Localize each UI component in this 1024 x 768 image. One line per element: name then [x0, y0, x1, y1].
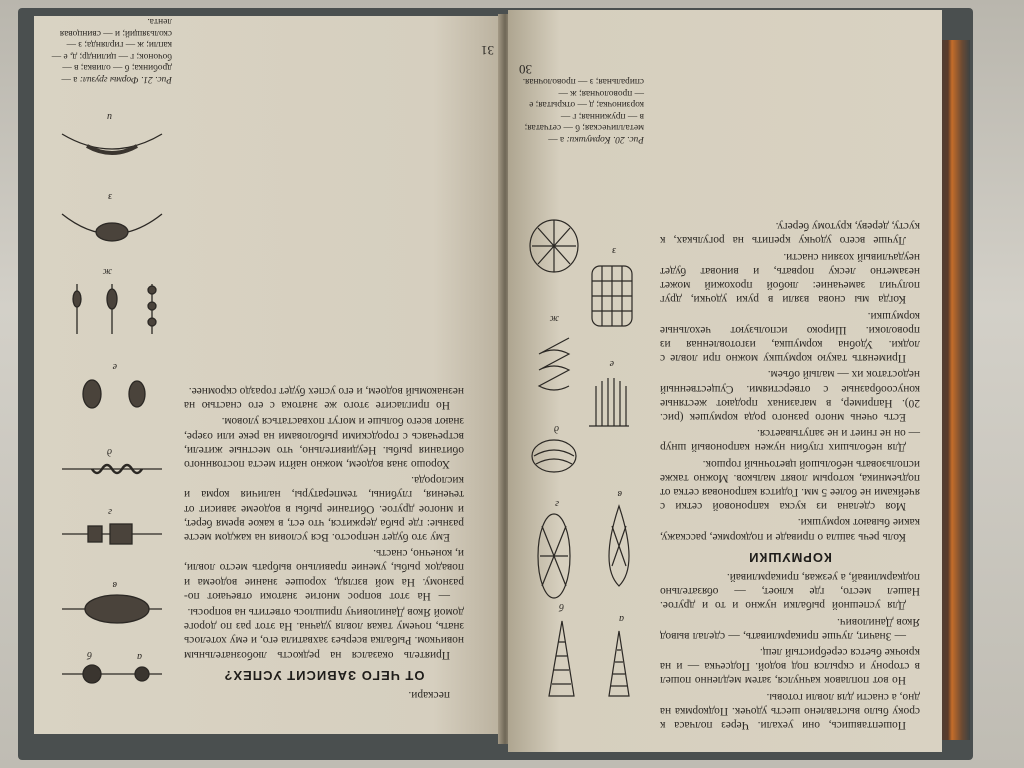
svg-text:з: з	[612, 245, 616, 256]
svg-text:и: и	[107, 111, 112, 122]
svg-text:д: д	[553, 423, 559, 434]
svg-text:б: б	[86, 649, 92, 660]
paragraph: Хорошо зная водоем, можно найти места постоянного обитания рыбы. Неудивительно, что местные жители, встречаясь с городскими рыболовами на реке или озере, знают всего больше и могут похвастаться уловом.	[184, 415, 464, 470]
section-heading: ОТ ЧЕГО ЗАВИСИТ УСПЕХ?	[223, 667, 425, 683]
paragraph: Приятель оказался на редкость любознательным новичком. Рыбалка всерьез захватила его, и ему хотелось знать, почему такая ловля удачна. На этот раз по дороге домой Яков Даниловичу пришлось ответить на вопросы.	[184, 605, 464, 661]
svg-text:е: е	[609, 358, 614, 369]
svg-text:а: а	[137, 651, 142, 662]
paragraph: Ему это будет непросто. Вся условия на каждом месте разные: где рыба держится, что ест, в какое время берет, и многое другое. Обитание рыбы в водоеме зависит от течения, глубины, температуры, наличия корма и кислорода.	[184, 474, 464, 543]
paragraph: Лучше всего удочку крепить на рогульках, к кусту, дереву, крутому берегу.	[660, 220, 920, 247]
paragraph: Пошептавшись, они уехали. Через полчаса к сроку было выставлено шесть удочек. Подкормка на дно, а снасти для ловли готовы.	[660, 690, 920, 731]
page-number: 30	[519, 62, 532, 77]
figure-caption	[47, 16, 172, 84]
svg-text:ж: ж	[102, 266, 112, 277]
svg-text:ж: ж	[549, 313, 559, 324]
paragraph: Есть очень много разного рода кормушек (рис. 20). Например, в магазинах продают жестяные конусообразные с отверстиями. Существенный недостаток их — малый объем.	[660, 368, 920, 423]
svg-text:е: е	[112, 361, 117, 372]
section-heading: КОРМУШКИ	[748, 549, 832, 565]
feeders-figure	[524, 156, 644, 716]
svg-text:г: г	[108, 506, 112, 517]
paragraph: — Значит, лучше прикармливать, — сделал вывод Яков Данилович.	[660, 615, 920, 642]
feeder-drawings	[524, 156, 644, 716]
paragraph: Когда мы снова взяли в руки удочки, друг получил замечание: любой прохожий может незаметно леску порвать, и виноват будет неудачливый хозяин снасти.	[660, 250, 920, 306]
svg-text:а: а	[619, 613, 624, 624]
right-page	[508, 10, 942, 752]
svg-text:г: г	[555, 498, 559, 509]
right-text-column	[660, 217, 920, 732]
left-page-content	[34, 16, 504, 734]
svg-text:в: в	[617, 488, 622, 499]
paragraph: Но пригласите этого же знатока с его снастью на незнакомый водоем, и его успех будет гораздо скромнее.	[184, 384, 464, 412]
svg-text:д: д	[106, 446, 112, 457]
figure-caption	[519, 75, 644, 144]
figure-caption-body: а — дробинка; б — оливка; в — бочонок; г — цилиндр; д, е — капли; ж — гирлянда; з — скользящий; и — свинцовая лента.	[51, 16, 172, 84]
left-text-column	[184, 382, 464, 702]
paragraph: Моя сделана из куска капроновой сетки с ячейками не более 5 мм. Годится капроновая сетка от подъемника, которым ловят мальков. Можно также использовать небольшой цветочный горшок.	[660, 457, 920, 513]
weights-figure	[52, 94, 172, 694]
paragraph: Но вот поплавок качнулся, затем медленно пошел в сторону и скрылся под водой. Подсечка — и на крючке бьется серебристый лещ.	[660, 645, 920, 687]
paragraph: пескари.	[408, 689, 450, 701]
paragraph: Для небольших глубин нужен капроновый шнур — он не гниет и не запутывается.	[660, 427, 920, 454]
figure-caption-body: а — металлическая; б — сетчатая; в — пружинная; г — корзиночка; д — открытая; е — проволочная; ж — спиральная; з — проволочная.	[522, 76, 644, 144]
paragraph: Применять такую кормушку можно при ловле с лодки. Удобна кормушка, изготовленная из проволоки. Широко используют чехольные кормушки.	[660, 309, 920, 365]
sinker-drawings	[52, 94, 172, 694]
right-page-content	[508, 10, 942, 752]
svg-text:з: з	[108, 191, 112, 202]
left-page	[34, 16, 504, 734]
paragraph: Для успешной рыбалки нужно и то и другое. Нашел место, где клюет, — обязательно подкармливай, а уезжая, прикармливай.	[660, 570, 920, 612]
paragraph: Коль речь зашла о приваде и подкормке, расскажу, какие бывают кормушки.	[660, 516, 920, 543]
paragraph: — На этот вопрос многие знатоки отвечают по-разному. На мой взгляд, хорошее знание водоема и повадок рыбы, умение правильно выбрать место ловли, и, конечно, снасть.	[184, 547, 464, 602]
svg-text:б: б	[558, 601, 564, 612]
figure-caption-title: Рис. 21. Формы грузил:	[79, 74, 172, 84]
page-number: 31	[481, 43, 494, 58]
figure-caption-title: Рис. 20. Кормушки:	[566, 134, 644, 144]
svg-text:в: в	[112, 579, 117, 590]
